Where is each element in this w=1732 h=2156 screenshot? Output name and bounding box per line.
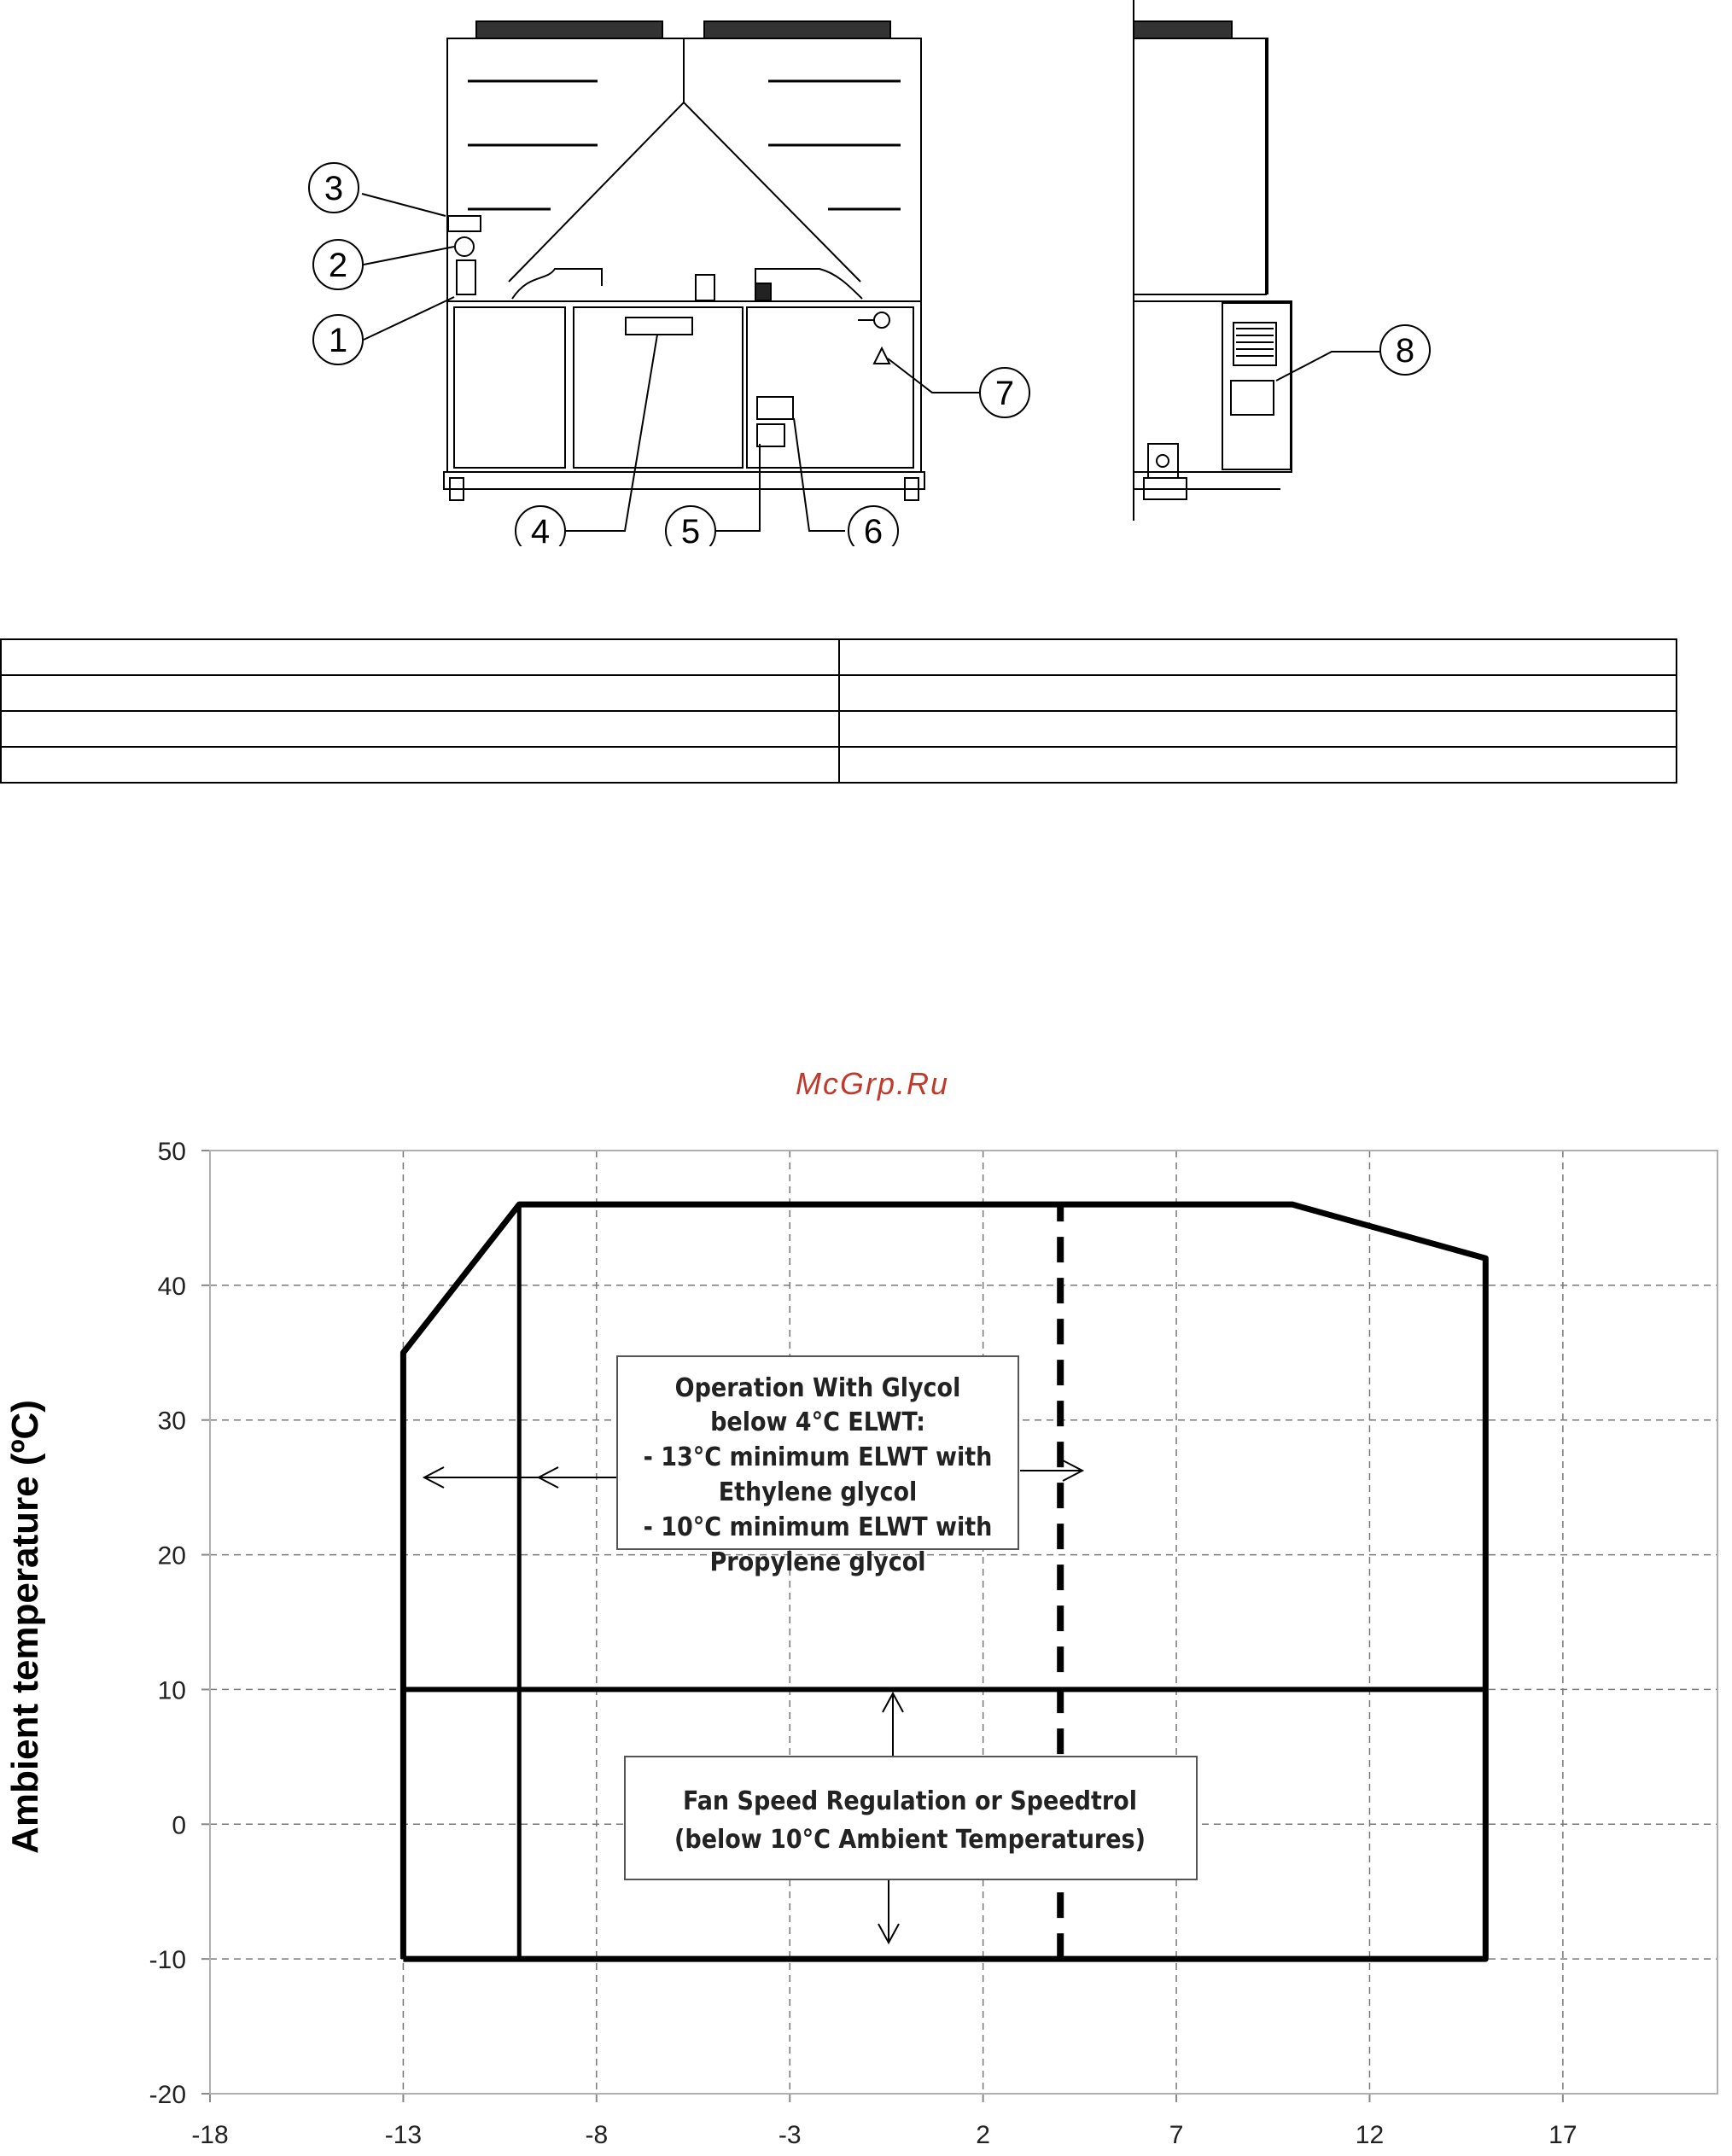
x-tick-label: -3	[778, 2121, 802, 2149]
table-cell	[839, 639, 1677, 675]
callout-7	[980, 368, 1029, 417]
table-cell	[1, 675, 839, 711]
label-2-marker	[455, 237, 474, 256]
y-tick-label: -10	[149, 1946, 186, 1975]
callout-2	[313, 240, 363, 289]
glycol-note-box	[617, 1356, 1018, 1577]
fan-grille-right	[704, 21, 890, 38]
unit-drawing	[0, 0, 1732, 546]
svg-text:- 10°C minimum ELWT with: - 10°C minimum ELWT with	[643, 1512, 993, 1542]
table-cell	[1, 747, 839, 783]
x-tick-label: -18	[191, 2121, 229, 2149]
x-tick-label: -8	[585, 2121, 609, 2149]
callout-6	[849, 506, 898, 546]
y-tick-label: 0	[172, 1811, 186, 1840]
table-cell	[1, 639, 839, 675]
y-axis-ticks	[149, 1138, 186, 2109]
svg-text:Ethylene glycol: Ethylene glycol	[718, 1477, 918, 1507]
y-tick-label: 50	[157, 1138, 186, 1166]
label-table	[0, 638, 1677, 784]
callout-8	[1380, 325, 1430, 375]
y-tick-label: 40	[157, 1272, 186, 1301]
table-row	[1, 675, 1677, 711]
svg-text:- 13°C minimum ELWT with: - 13°C minimum ELWT with	[643, 1442, 993, 1472]
y-tick-label: -20	[149, 2081, 186, 2109]
svg-text:1: 1	[328, 322, 348, 359]
callout-3	[309, 163, 359, 213]
svg-text:8: 8	[1395, 332, 1415, 370]
y-tick-label: 10	[157, 1676, 186, 1705]
svg-text:(below 10°C Ambient Temperatur: (below 10°C Ambient Temperatures)	[674, 1825, 1146, 1855]
x-axis-ticks	[191, 2121, 1577, 2149]
y-axis-label: Ambient temperature (ºC)	[4, 1400, 46, 1854]
x-tick-label: 2	[976, 2121, 990, 2149]
side-view	[1134, 0, 1292, 521]
y-tick-label: 20	[157, 1541, 186, 1570]
piping-detail	[512, 269, 862, 300]
operating-envelope-chart	[0, 1115, 1732, 2156]
watermark: McGrp.Ru	[795, 1066, 950, 1101]
x-tick-label: 12	[1355, 2121, 1385, 2149]
x-tick-label: -13	[384, 2121, 423, 2149]
plot-area	[210, 1151, 1717, 2094]
svg-text:7: 7	[994, 375, 1015, 412]
table-cell	[839, 711, 1677, 747]
svg-text:Operation With Glycol: Operation With Glycol	[674, 1373, 961, 1403]
svg-text:3: 3	[324, 170, 344, 207]
svg-text:6: 6	[863, 513, 883, 546]
leader-lines	[362, 194, 1380, 531]
coil-section	[447, 38, 921, 301]
base-cabinet	[444, 301, 924, 500]
label-3-marker	[448, 216, 481, 231]
table-row	[1, 639, 1677, 675]
y-tick-label: 30	[157, 1407, 186, 1436]
table-cell	[839, 747, 1677, 783]
callout-1	[313, 315, 363, 364]
table-row	[1, 711, 1677, 747]
table-row	[1, 747, 1677, 783]
svg-text:below 4°C ELWT:: below 4°C ELWT:	[710, 1407, 925, 1437]
x-tick-label: 7	[1169, 2121, 1184, 2149]
svg-text:2: 2	[328, 247, 348, 284]
watermark-area	[0, 1058, 1732, 1110]
svg-text:5: 5	[680, 513, 701, 546]
svg-text:Propylene glycol: Propylene glycol	[709, 1547, 926, 1577]
svg-text:Fan Speed Regulation or Speedt: Fan Speed Regulation or Speedtrol	[683, 1786, 1137, 1816]
table-cell	[1, 711, 839, 747]
table-cell	[839, 675, 1677, 711]
x-tick-label: 17	[1548, 2121, 1577, 2149]
fan-grille-left	[476, 21, 662, 38]
callout-4	[516, 506, 565, 546]
callout-5	[666, 506, 715, 546]
fan-speed-note-box	[625, 1757, 1197, 1879]
label-1-marker	[457, 260, 475, 294]
svg-text:4: 4	[530, 513, 551, 546]
